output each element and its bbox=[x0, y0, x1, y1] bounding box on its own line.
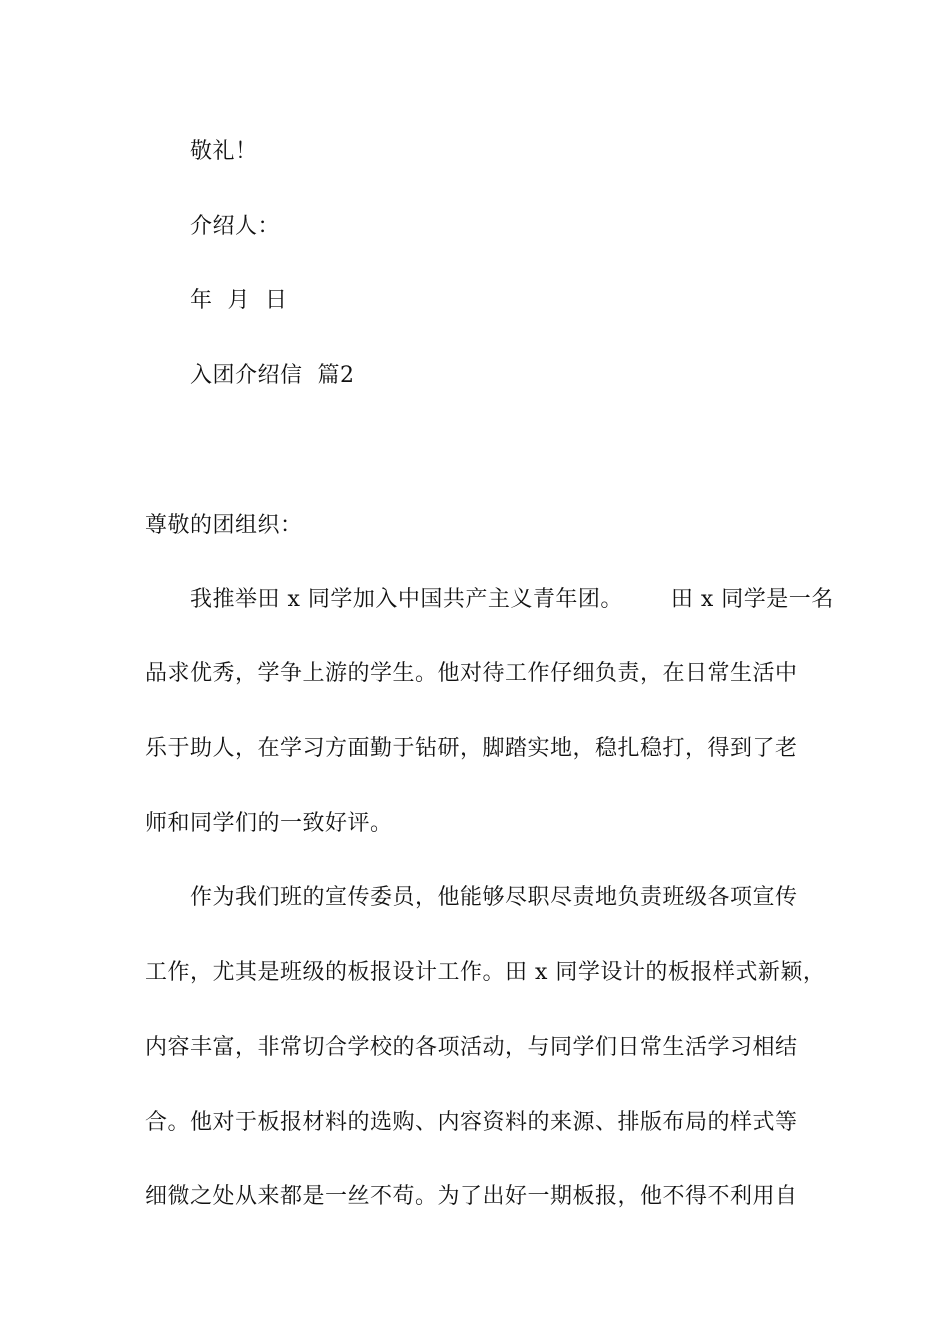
paragraph-1-line-1-part-a: 我推举田 x 同学加入中国共产主义青年团。 bbox=[190, 587, 623, 612]
paragraph-1-line-1-part-b: 田 x 同学是一名 bbox=[670, 587, 834, 612]
paragraph-2-line-5: 细微之处从来都是一丝不苟。为了出好一期板报，他不得不利用自 bbox=[145, 1184, 798, 1209]
closing-salute: 敬礼！ bbox=[190, 139, 258, 164]
paragraph-2-line-1: 作为我们班的宣传委员，他能够尽职尽责地负责班级各项宣传 bbox=[190, 885, 798, 910]
paragraph-1-line-1 bbox=[190, 585, 834, 615]
introducer-label: 介绍人： bbox=[190, 214, 281, 239]
section-title bbox=[190, 361, 354, 391]
date-line bbox=[190, 286, 287, 316]
greeting: 尊敬的团组织： bbox=[145, 513, 303, 538]
section-title-text: 入团介绍信 篇2 bbox=[190, 363, 355, 388]
paragraph-2-line-4: 合。他对于板报材料的选购、内容资料的来源、排版布局的样式等 bbox=[145, 1110, 798, 1135]
paragraph-1-line-2: 品求优秀，学争上游的学生。他对待工作仔细负责，在日常生活中 bbox=[145, 661, 798, 686]
paragraph-2-line-2: 工作，尤其是班级的板报设计工作。田 x 同学设计的板报样式新颖， bbox=[145, 960, 826, 985]
paragraph-1-line-4: 师和同学们的一致好评。 bbox=[145, 811, 393, 836]
paragraph-1-line-3: 乐于助人，在学习方面勤于钻研，脚踏实地，稳扎稳打，得到了老 bbox=[145, 736, 798, 761]
date-line-text: 年 月 日 bbox=[190, 288, 288, 313]
paragraph-2-line-3: 内容丰富，非常切合学校的各项活动，与同学们日常生活学习相结 bbox=[145, 1035, 798, 1060]
